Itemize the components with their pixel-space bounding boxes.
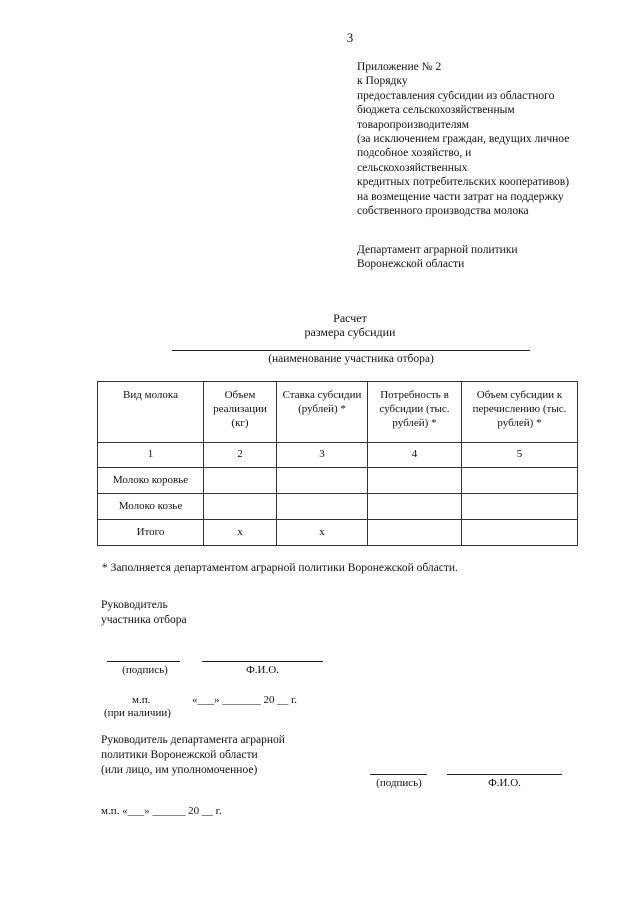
appendix-line: (за исключением граждан, ведущих личное [357, 133, 570, 146]
participant-head-block [101, 598, 187, 628]
header-subsidy-need: Потребность в субсидии (тыс. рублей) * [368, 382, 462, 443]
table-cell: х [204, 520, 277, 546]
table-cell [462, 494, 578, 520]
header-milk-type: Вид молока [98, 382, 204, 443]
column-number: 4 [368, 443, 462, 468]
department-signature-label: (подпись) [376, 777, 422, 789]
department-signature-line [370, 774, 427, 775]
table-row-cow-milk [98, 468, 578, 494]
subsidy-table [97, 381, 578, 546]
department-head-line-1: Руководитель департамента аграрной [101, 734, 285, 746]
table-cell [204, 494, 277, 520]
department-name-line [447, 774, 562, 775]
header-sales-volume: Объем реализации (кг) [204, 382, 277, 443]
appendix-header [357, 60, 617, 218]
table-cell [368, 468, 462, 494]
department-head-block [101, 733, 285, 778]
table-cell [277, 468, 368, 494]
participant-name-label: Ф.И.О. [246, 664, 279, 676]
appendix-line: кредитных потребительских кооперативов) [357, 176, 570, 189]
department-head-line-2: политики Воронежской области [101, 749, 258, 761]
row-label: Молоко коровье [98, 468, 204, 494]
row-label: Итого [98, 520, 204, 546]
table-cell [462, 468, 578, 494]
header-subsidy-transfer: Объем субсидии к перечислению (тыс. рублей) * [462, 382, 578, 443]
department-line: Воронежской области [357, 258, 465, 271]
participant-head-line-1: Руководитель [101, 599, 168, 611]
department-addressee [357, 243, 518, 272]
participant-signature-label: (подпись) [122, 664, 168, 676]
table-cell [204, 468, 277, 494]
title-line-1: Расчет [333, 311, 367, 325]
page-number: 3 [346, 30, 354, 45]
participant-name-caption: (наименование участника отбора) [268, 353, 434, 365]
appendix-line: к Порядку [357, 75, 408, 88]
table-number-row [98, 443, 578, 468]
appendix-line: предоставления субсидии из областного [357, 89, 555, 102]
appendix-line: на возмещение части затрат на поддержку [357, 190, 564, 203]
participant-stamp-note: (при наличии) [104, 707, 171, 719]
table-cell [462, 520, 578, 546]
table-cell [277, 494, 368, 520]
table-cell: х [277, 520, 368, 546]
department-name-label: Ф.И.О. [488, 777, 521, 789]
appendix-line: бюджета сельскохозяйственным [357, 104, 515, 117]
document-title [230, 311, 470, 339]
appendix-line: Приложение № 2 [357, 61, 442, 73]
footnote: * Заполняется департаментом аграрной политики Воронежской области. [102, 562, 458, 574]
participant-head-line-2: участника отбора [101, 614, 187, 626]
column-number: 2 [204, 443, 277, 468]
table-row-goat-milk [98, 494, 578, 520]
column-number: 3 [277, 443, 368, 468]
title-line-2: размера субсидии [304, 325, 396, 339]
table-cell [368, 494, 462, 520]
column-number: 5 [462, 443, 578, 468]
appendix-line: сельскохозяйственных [357, 161, 468, 174]
table-cell [368, 520, 462, 546]
row-label: Молоко козье [98, 494, 204, 520]
appendix-line: подсобное хозяйство, и [357, 147, 472, 160]
participant-date: «___» _______ 20 __ г. [192, 694, 298, 706]
participant-name-line [172, 350, 530, 351]
participant-stamp: м.п. [132, 694, 151, 706]
department-stamp-date: м.п. «___» ______ 20 __ г. [101, 805, 222, 817]
column-number: 1 [98, 443, 204, 468]
participant-name-line [202, 661, 323, 662]
department-line: Департамент аграрной политики [357, 244, 518, 256]
department-head-line-3: (или лицо, им уполномоченное) [101, 764, 258, 776]
table-row-total [98, 520, 578, 546]
table-header-row [98, 382, 578, 443]
appendix-line: товаропроизводителям [357, 118, 470, 131]
participant-signature-line [107, 661, 180, 662]
header-subsidy-rate: Ставка субсидии (рублей) * [277, 382, 368, 443]
appendix-line: собственного производства молока [357, 205, 529, 218]
